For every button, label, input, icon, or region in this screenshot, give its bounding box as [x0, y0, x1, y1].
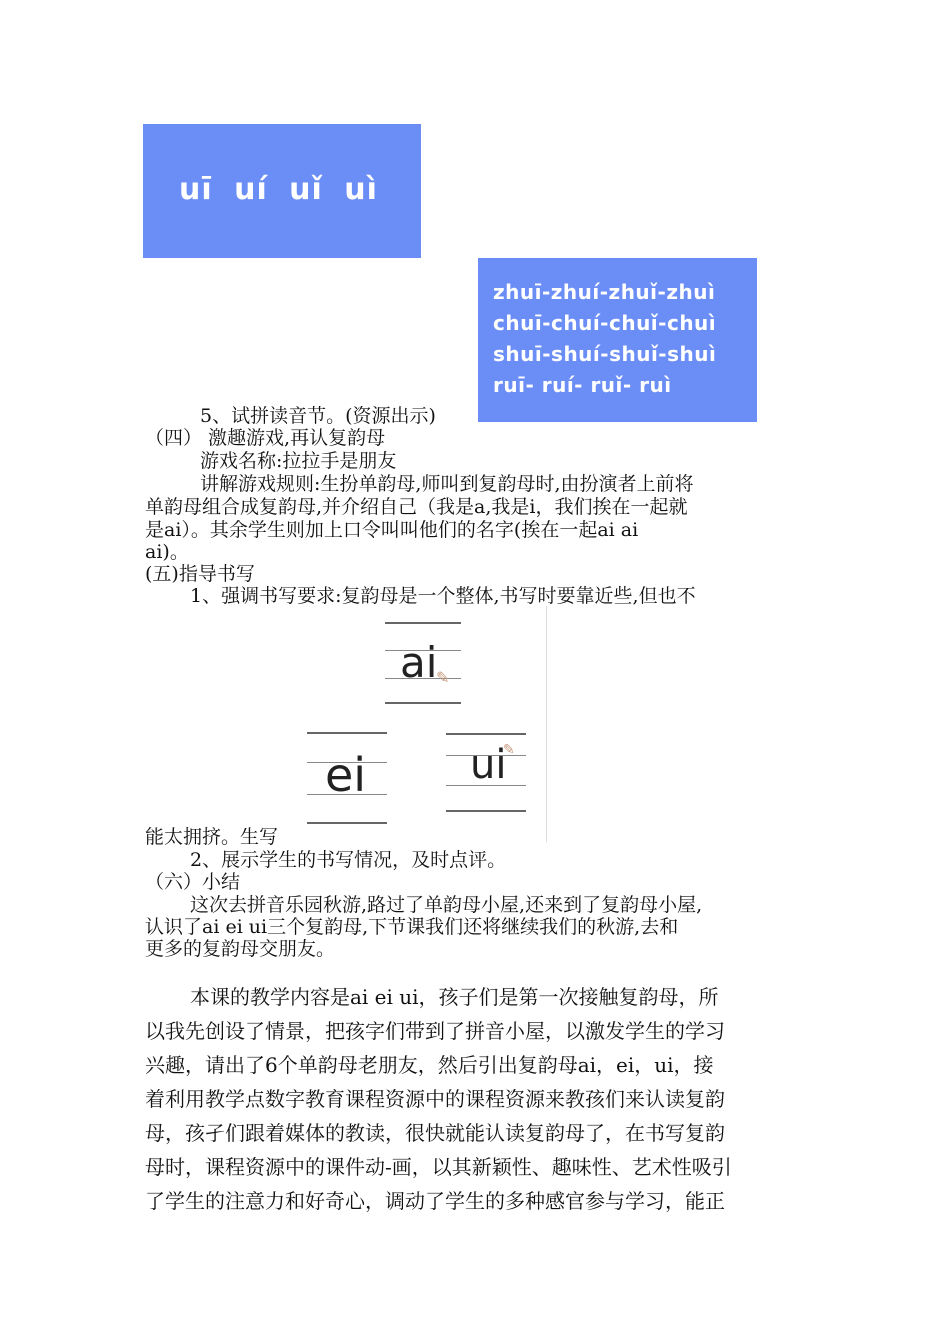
ai-glyph: ai	[400, 638, 438, 687]
tone-slide-text: uī uí uǐ uì	[179, 172, 378, 207]
guide-line	[307, 732, 387, 734]
pencil-icon: ✎	[503, 742, 515, 758]
reflection-line: 母，孩孑们跟着媒体的教读，很快就能认读复韵母了，在书写复韵	[145, 1121, 725, 1145]
game-rules-line: 讲解游戏规则:生扮单韵母,师叫到复韵母时,由扮演者上前将	[200, 473, 694, 495]
syllable-line: chuī-chuí-chuǐ-chuì	[493, 311, 717, 335]
reflection-line: 兴趣，请出了6个单韵母老朋友，然后引出复韵母ai，ei，ui，接	[145, 1053, 714, 1077]
section-6-heading: （六）小结	[145, 871, 241, 893]
summary-line: 更多的复韵母交朋友。	[145, 938, 336, 960]
writing-requirement: 1、强调书写要求:复韵母是一个整体,书写时要靠近些,但也不	[190, 585, 696, 607]
guide-line	[385, 622, 461, 624]
step-5-text: 5、试拼读音节。(资源出示)	[200, 405, 436, 427]
writing-practice: 能太拥挤。生写	[145, 826, 279, 848]
game-rules-line: 单韵母组合成复韵母,并介绍自己（我是a,我是i，我们挨在一起就	[145, 496, 688, 518]
game-rules-line: 是ai）。其余学生则加上口令叫叫他们的名字(挨在一起ai ai	[145, 519, 639, 541]
summary-line: 认识了ai ei ui三个复韵母,下节课我们还将继续我们的秋游,去和	[145, 916, 679, 938]
tone-slide	[143, 124, 421, 258]
reflection-line: 着利用教学点数字教育课程资源中的课程资源来教孩们来认读复韵	[145, 1087, 725, 1111]
reflection-line: 了学生的注意力和好奇心，调动了学生的多种感官参与学习，能正	[145, 1189, 725, 1213]
step-2-text: 2、展示学生的书写情况，及时点评。	[190, 849, 507, 871]
pencil-icon: ✎	[436, 668, 450, 687]
reflection-line: 以我先创设了情景，把孩字们带到了拼音小屋，以激发学生的学习	[145, 1019, 725, 1043]
section-4-heading: （四） 激趣游戏,再认复韵母	[145, 427, 386, 449]
syllable-slide	[478, 258, 757, 422]
guide-line	[385, 702, 461, 704]
game-name: 游戏名称:拉拉手是朋友	[200, 450, 397, 472]
ei-glyph: ei	[325, 748, 367, 802]
guide-line	[446, 733, 526, 735]
syllable-line: ruī- ruí- ruǐ- ruì	[493, 373, 672, 397]
section-5-heading: (五)指导书写	[145, 563, 255, 585]
divider	[546, 606, 547, 842]
guide-line	[446, 810, 526, 812]
ui-glyph: ui	[470, 742, 507, 788]
game-rules-line: ai)。	[145, 541, 189, 563]
summary-line: 这次去拼音乐园秋游,路过了单韵母小屋,还来到了复韵母小屋,	[190, 894, 703, 916]
reflection-line: 本课的教学内容是ai ei ui，孩子们是第一次接触复韵母，所	[190, 985, 719, 1009]
reflection-line: 母时，课程资源中的课件动-画，以其新颖性、趣味性、艺术性吸引	[145, 1155, 732, 1179]
syllable-line: zhuī-zhuí-zhuǐ-zhuì	[493, 280, 716, 304]
guide-line	[307, 822, 387, 824]
syllable-line: shuī-shuí-shuǐ-shuì	[493, 342, 717, 366]
